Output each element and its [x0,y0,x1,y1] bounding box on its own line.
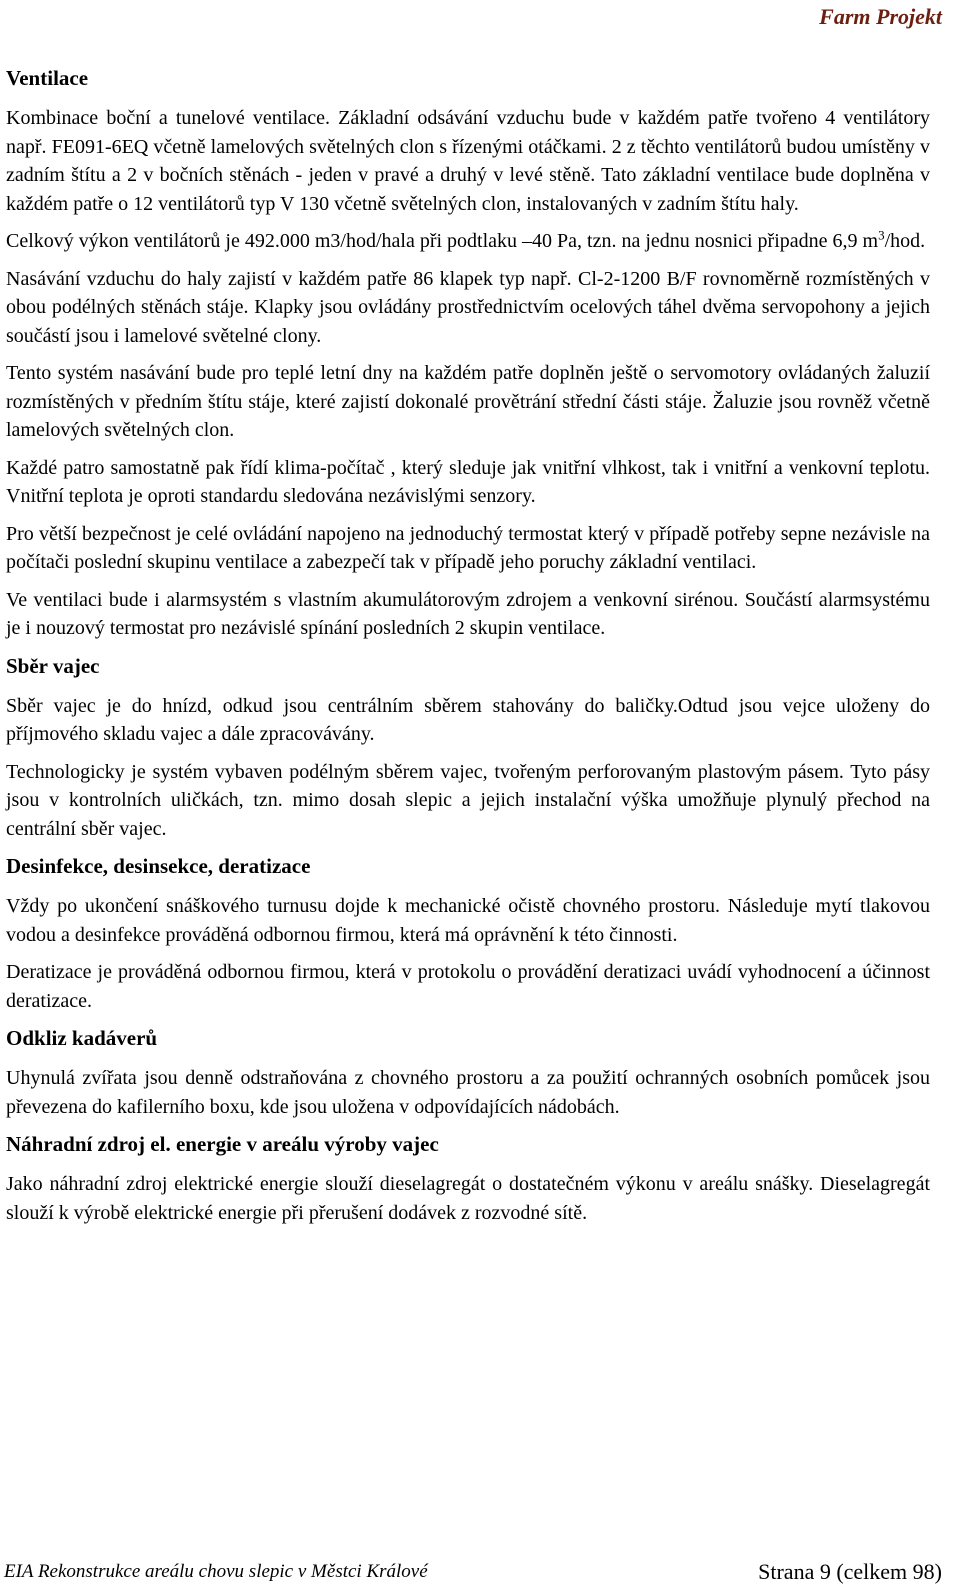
paragraph: Tento systém nasávání bude pro teplé letní dny na každém patře doplněn ještě o servomotory ovládaných žaluzií rozmístěných v předním štítu stáje, které zajistí dokonalé provětrání střední části stáje. Žaluzie jsou rovněž včetně lamelových světelných clon. [6,362,930,441]
footer-page-number: Strana 9 (celkem 98) [758,1559,942,1584]
capacity-unit: /hod. [884,230,926,252]
page-footer [4,1555,942,1585]
capacity-text: Celkový výkon ventilátorů je 492.000 m3/hod/hala při podtlaku –40 Pa, tzn. na jednu nosnici připadne 6,9 m [6,230,879,252]
header-brand: Farm Projekt [819,4,942,29]
paragraph: Jako náhradní zdroj elektrické energie slouží dieselagregát o dostatečném výkonu v areálu snášky. Dieselagregát slouží k výrobě elektrické energie při přerušení dodávek z rozvodné sítě. [6,1173,930,1224]
section-heading-nahradni-zdroj: Náhradní zdroj el. energie v areálu výroby vajec [6,1132,439,1156]
paragraph: Ve ventilaci bude i alarmsystém s vlastním akumulátorovým zdrojem a venkovní sirénou. Součástí alarmsystému je i nouzový termostat pro nezávislé spínání posledních 2 skupin ventilace. [6,588,930,639]
section-heading-odkliz-kadaveru: Odkliz kadáverů [6,1026,158,1050]
paragraph: Každé patro samostatně pak řídí klima-počítač , který sleduje jak vnitřní vlhkost, tak i vnitřní a venkovní teplotu. Vnitřní teplota je oproti standardu sledována nezávislými senzory. [6,456,930,507]
section-heading-desinfekce: Desinfekce, desinsekce, deratizace [6,854,311,878]
paragraph: Vždy po ukončení snáškového turnusu dojde k mechanické očistě chovného prostoru. Následuje mytí tlakovou vodou a desinfekce prováděná odbornou firmou, která má oprávnění k této činnosti. [6,895,930,946]
capacity-paragraph [6,227,930,256]
paragraph: Uhynulá zvířata jsou denně odstraňována z chovného prostoru a za použití ochranných osobních pomůcek jsou převezena do kafilerního boxu, kde jsou uložena v odpovídajících nádobách. [6,1067,930,1118]
paragraph: Technologicky je systém vybaven podélným sběrem vajec, tvořeným perforovaným plastovým pásem. Tyto pásy jsou v kontrolních uličkách, tzn. mimo dosah slepic a jejich instalační výška umožňuje plynulý přechod na centrální sběr vajec. [6,760,930,840]
paragraph: Deratizace je prováděná odbornou firmou, která v protokolu o provádění deratizaci uvádí vyhodnocení a účinnost deratizace. [6,961,930,1012]
paragraph: Sběr vajec je do hnízd, odkud jsou centrálním sběrem stahovány do baličky.Odtud jsou vejce uloženy do příjmového skladu vajec a dále zpracovávány. [6,694,930,745]
paragraph: Nasávání vzduchu do haly zajistí v každém patře 86 klapek typ např. Cl-2-1200 B/F rovnoměrně rozmístěných v obou podélných stěnách stáje. Klapky jsou ovládány prostřednictvím ocelových táhel dvěma servopohony a jejich součástí jsou i lamelové světelné clony. [6,267,930,347]
paragraph: Kombinace boční a tunelové ventilace. Základní odsávání vzduchu bude v každém patře tvořeno 4 ventilátory např. FE091-6EQ včetně lamelových světelných clon s řízenými otáčkami. 2 z těchto ventilátorů budou umístěny v zadním štítu a 2 v bočních stěnách - jeden v pravé a druhý v levé stěně. Tato základní ventilace bude doplněna v každém patře o 12 ventilátorů typ V 130 včetně světelných clon, instalovaných v zadním štítu haly. [6,107,930,215]
footer-document-title: EIA Rekonstrukce areálu chovu slepic v Městci Králové [4,1561,428,1582]
section-heading-sber-vajec: Sběr vajec [6,653,100,678]
section-heading-ventilace: Ventilace [6,66,89,90]
document-body [6,64,930,1236]
paragraph: Pro větší bezpečnost je celé ovládání napojeno na jednoduchý termostat který v případě potřeby sepne nezávisle na počítači poslední skupinu ventilace a zabezpečí tak v případě jeho poruchy základní ventilaci. [6,522,930,573]
capacity-superscript: 3 [878,227,885,243]
